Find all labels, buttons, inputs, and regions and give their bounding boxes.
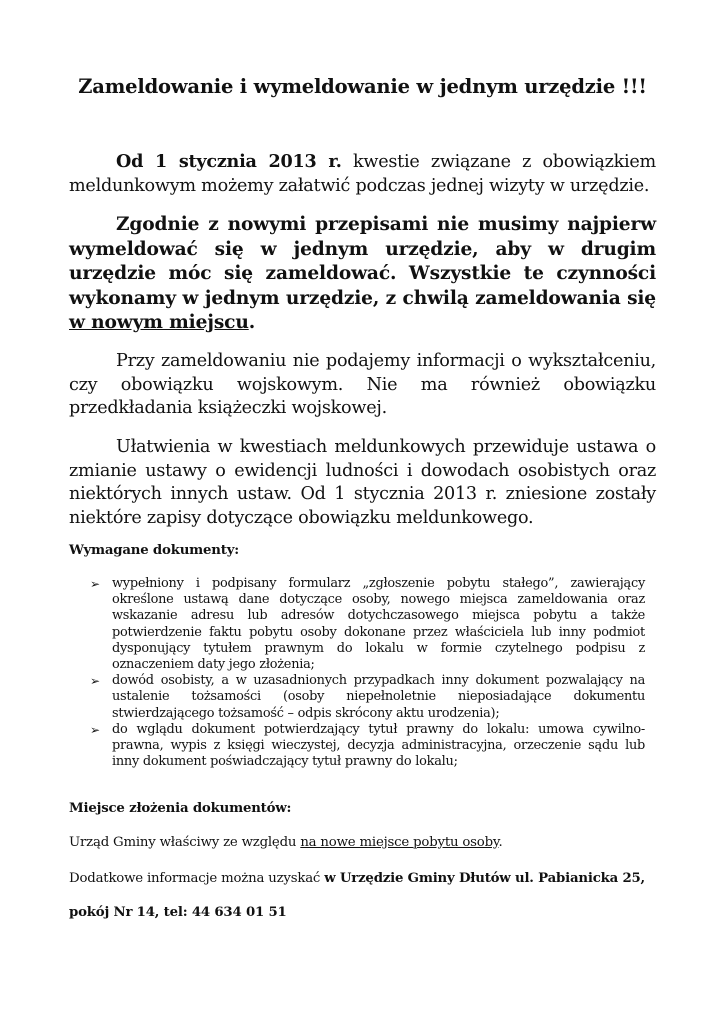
additional-info-text: Dodatkowe informacje można uzyskać	[69, 871, 325, 886]
new-rules-text: Zgodnie z nowymi przepisami nie musimy najpierw wymeldować się w jednym urzędzie, aby w drugim urzędzie móc się zameldować. Wszystkie te czynności wykonamy w jednym urzędzie, z chwilą zameldowania się	[69, 214, 656, 309]
submission-place-heading: Miejsce złożenia dokumentów:	[69, 801, 292, 816]
arrow-bullet-icon: ➢	[90, 722, 100, 737]
place-text: Urząd Gminy właściwy ze względu	[69, 835, 301, 850]
office-address: w Urzędzie Gminy Dłutów ul. Pabianicka 25,	[324, 871, 645, 886]
arrow-bullet-icon: ➢	[90, 577, 100, 591]
list-item-text: wypełniony i podpisany formularz „zgłoszenie pobytu stałego”, zawierający określone ustawą dane dotyczące osoby, nowego miejsca zameldowania oraz wskazanie adresu lub adresów dotychczasowego miejsca pobytu a także potwierdzenie faktu pobytu osoby dokonane przez właściciela lub inny podmiot dysponujący tytułem prawnym do lokalu w formie czytelnego podpisu z oznaczeniem daty jego złożenia;	[112, 576, 645, 673]
paragraph-no-info	[69, 350, 656, 421]
place-end: .	[498, 835, 503, 850]
list-item	[90, 576, 645, 673]
no-info-text: Przy zameldowaniu nie podajemy informacji o wykształceniu, czy obowiązku wojskowym. Nie ma również obowiązku przedkładania książeczki wojskowej.	[69, 351, 656, 418]
intro-lead: Od 1 stycznia 2013 r.	[116, 151, 342, 172]
documents-list	[90, 576, 645, 770]
arrow-bullet-icon: ➢	[90, 674, 100, 689]
submission-place-text	[69, 835, 503, 850]
intro-rest: kwestie związane z obowiązkiem meldunkowym możemy załatwić podczas jednej wizyty w urzędzie.	[69, 152, 656, 196]
new-place-underlined: w nowym miejscu	[69, 312, 249, 334]
paragraph-new-rules	[69, 213, 656, 336]
list-item	[90, 673, 645, 722]
paragraph-law	[69, 436, 656, 530]
list-item-text: do wglądu dokument potwierdzający tytuł prawny do lokalu: umowa cywilno-prawna, wypis z księgi wieczystej, decyzja administracyjna, orzeczenie sądu lub inny dokument poświadczający tytuł prawny do lokalu;	[112, 721, 645, 770]
place-underlined: na nowe miejsce pobytu osoby	[300, 835, 499, 850]
required-documents-heading: Wymagane dokumenty:	[69, 543, 239, 558]
new-rules-end: .	[248, 312, 256, 334]
list-item-text: dowód osobisty, a w uzasadnionych przypadkach inny dokument pozwalający na ustalenie tożsamości (osoby niepełnoletnie nieposiadające dokumentu stwierdzającego tożsamość – odpis skrócony aktu urodzenia);	[112, 673, 645, 721]
contact-info: pokój Nr 14, tel: 44 634 01 51	[69, 905, 287, 920]
paragraph-intro	[69, 150, 656, 198]
additional-info	[69, 871, 645, 886]
law-text: Ułatwienia w kwestiach meldunkowych przewiduje ustawa o zmianie ustawy o ewidencji ludności i dowodach osobistych oraz niektórych innych ustaw. Od 1 stycznia 2013 r. zniesione zostały niektóre zapisy dotyczące obowiązku meldunkowego.	[69, 437, 656, 528]
page-title: Zameldowanie i wymeldowanie w jednym urzędzie !!!	[78, 75, 647, 98]
list-item	[90, 722, 645, 771]
